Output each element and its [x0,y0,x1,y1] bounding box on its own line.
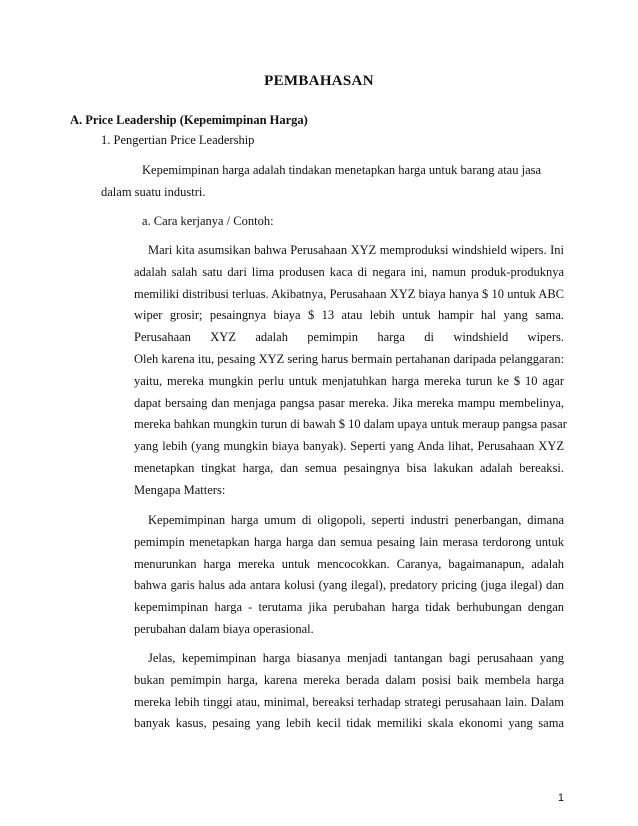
text-line: dalam suatu industri. [101,184,206,199]
text-line: Mari kita asumsikan bahwa Perusahaan XYZ memproduksi windshield wipers. Ini [148,243,564,257]
text-line: mereka lebih tinggi atau, minimal, bereaksi terhadap strategi perusahaan lain. Dalam [134,694,564,709]
text-line: perubahan dalam biaya operasional. [134,621,314,636]
text-line: Mengapa Matters: [134,482,226,497]
text-line: Perusahaan XYZ adalah pemimpin harga di windshield wipers. [134,330,564,345]
text-line: Oleh karena itu, pesaing XYZ sering harus bermain pertahanan daripada pelanggaran: [134,351,565,366]
paragraph-definition [101,160,541,204]
text-line: yaitu, mereka mungkin perlu untuk menjatuhkan harga mereka turun ke $ 10 agar [134,373,564,388]
text-line: memiliki distribusi terluas. Akibatnya, Perusahaan XYZ biaya hanya $ 10 untuk ABC [134,286,564,301]
text-line: kepemimpinan harga - terutama jika perubahan harga tidak berhubungan dengan [134,600,564,615]
text-line: Jelas, kepemimpinan harga biasanya menjadi tantangan bagi perusahaan yang [148,651,564,665]
text-line: adalah salah satu dari lima produsen kaca di negara ini, namun produk-produknya [134,264,564,279]
text-line: bukan pemimpin harga, karena mereka berada dalam posisi baik membela harga [134,672,564,687]
text-line: yang lebih (yang mungkin biaya banyak). Seperti yang Anda lihat, Perusahaan XYZ [134,439,564,454]
page-number: 1 [557,792,564,804]
text-line: Kepemimpinan harga adalah tindakan menetapkan harga untuk barang atau jasa [142,163,542,177]
text-line: Kepemimpinan harga umum di oligopoli, seperti industri penerbangan, dimana [148,513,564,527]
text-line: bahwa garis halus ada antara kolusi (yang ilegal), predatory pricing (juga ilegal) dan [134,578,564,593]
text-line: wiper grosir; pesaingnya biaya $ 13 atau lebih untuk hampir hal yang sama. [134,308,564,323]
page-title: PEMBAHASAN [264,73,374,89]
text-line: menurunkan harga mereka untuk mencocokkan. Caranya, bagaimanapun, adalah [134,556,564,571]
paragraph-challenge [134,648,564,735]
paragraph-example [134,240,567,502]
paragraph-why-matters [134,510,564,641]
text-line: menetapkan tingkat harga, dan semua pesaingnya bisa lakukan adalah bereaksi. [134,460,564,475]
subsection-heading-1: 1. Pengertian Price Leadership [101,133,255,147]
text-line: mereka bahkan mungkin turun di bawah $ 10 dalam upaya untuk meraup pangsa pasar [134,417,567,432]
text-line: banyak kasus, pesaing yang lebih kecil tidak memiliki skala ekonomi yang sama [134,716,564,731]
text-line: dapat bersaing dan menjaga pangsa pasar mereka. Jika mereka mampu membelinya, [134,395,564,410]
section-heading-a: A. Price Leadership (Kepemimpinan Harga) [70,113,308,127]
text-line: pemimpin menetapkan harga harga dan semua pesaing lain merasa terdorong untuk [134,534,564,549]
subsection-heading-a: a. Cara kerjanya / Contoh: [142,214,274,228]
